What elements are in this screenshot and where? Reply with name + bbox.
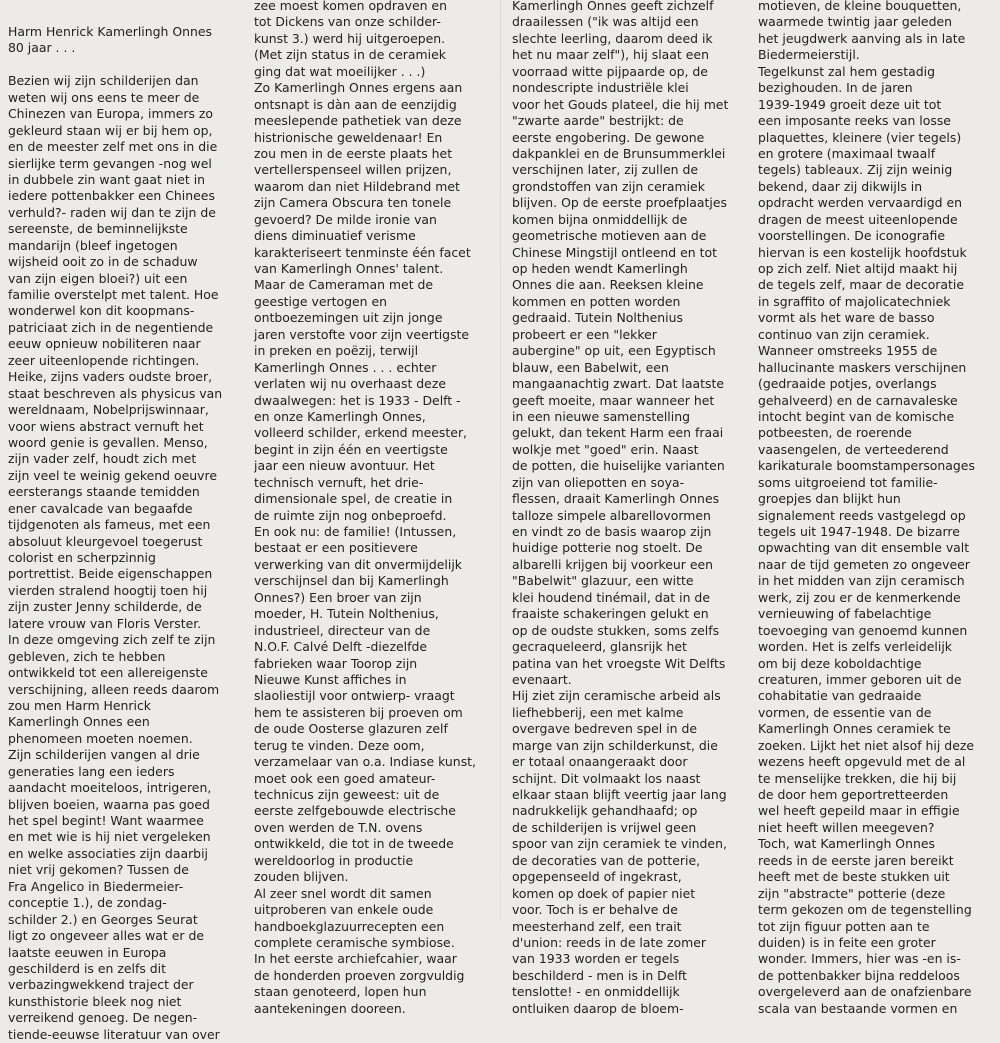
text-line: voor wiens abstract vernuft het xyxy=(8,418,204,434)
text-line: kunst 3.) werd hij uitgeroepen. xyxy=(254,30,446,46)
text-line: wereldoorlog in productie xyxy=(254,852,414,868)
text-line: begint in zijn één en veertigste xyxy=(254,441,448,457)
text-line: dakpanklei en de Brunsummerklei xyxy=(512,145,726,161)
text-line: geschilderd is en zelfs dit xyxy=(8,960,167,976)
text-line: en vindt zo de basis waarop zijn xyxy=(512,524,712,539)
text-line: ligt zo ongeveer alles wat er de xyxy=(8,928,205,944)
text-line: aandacht moeiteloos, intrigeren, xyxy=(8,780,212,796)
text-line: beschilderd - men is in Delft xyxy=(512,967,687,983)
text-line: mangaanachtig zwart. Dat laatste xyxy=(512,376,724,392)
text-line: op de oudste stukken, soms zelfs xyxy=(512,622,720,638)
text-line: verschijnen later, zij zullen de xyxy=(512,162,698,178)
text-line: en welke associaties zijn daarbij xyxy=(8,845,208,861)
text-line: gedraaid. Tutein Nolthenius xyxy=(512,310,683,326)
text-line: ontluiken daarop de bloem- xyxy=(512,1000,684,1016)
text-line: gekleurd staan wij er bij hem op, xyxy=(8,122,213,138)
text-line: wel heeft gepeild maar in effigie xyxy=(758,803,960,819)
text-line: zou men in de eerste plaats het xyxy=(254,145,453,161)
text-line: probeert er een "lekker xyxy=(512,326,657,342)
text-line: naar de tijd gemeten zo ongeveer xyxy=(758,556,970,572)
text-line: volleerd schilder, erkend meester, xyxy=(254,425,468,441)
text-line: tot zijn figuur potten aan te xyxy=(758,918,930,934)
text-line: Kamerlingh Onnes ceramiek te xyxy=(758,721,951,737)
text-line: zijn zuster Jenny schilderde, de xyxy=(8,599,202,615)
text-line: voorraad witte pijpaarde op, de xyxy=(512,63,708,79)
text-line: talloze simpele albarellovormen xyxy=(512,507,711,523)
text-line: op heden wendt Kamerlingh xyxy=(512,261,688,276)
text-line: motieven, de kleine bouquetten, xyxy=(758,0,962,13)
text-line: evenaart. xyxy=(512,671,572,687)
text-line: blauw, een Babelwit, een xyxy=(512,359,669,375)
text-line: zoeken. Lijkt het niet alsof hij deze xyxy=(758,737,975,753)
text-line: (Met zijn status in de ceramiek xyxy=(254,47,446,63)
text-line: in een nieuwe samenstelling xyxy=(512,408,690,424)
text-line: Wanneer omstreeks 1955 de xyxy=(758,343,938,359)
text-line: Tegelkunst zal hem gestadig xyxy=(758,63,935,79)
text-line: karikaturale boomstampersonages xyxy=(758,458,975,474)
text-line: de pottenbakker bijna reddeloos xyxy=(758,967,960,983)
text-line: aantekeningen dooreen. xyxy=(254,1000,406,1016)
text-line: tijdgenoten als fameus, met een xyxy=(8,517,211,533)
text-line: in preken en poëzij, terwijl xyxy=(254,343,419,359)
text-line: de decoraties van de potterie, xyxy=(512,852,701,868)
text-line: dwaalwegen: het is 1933 - Delft - xyxy=(254,392,461,408)
text-line: het spel begint! Want waarmee xyxy=(8,813,204,828)
text-line: in dubbele zin want gaat niet in xyxy=(8,171,206,187)
column-4-text xyxy=(758,0,992,1017)
title-line: Harm Henrick Kamerlingh Onnes xyxy=(8,24,213,39)
text-line: zijn vader zelf, houdt zich met xyxy=(8,451,197,467)
text-line: Chinezen van Europa, immers zo xyxy=(8,106,214,122)
text-line: de honderden proeven zorgvuldig xyxy=(254,967,465,983)
text-line: Chinese Mingstijl ontleend en tot xyxy=(512,244,717,260)
text-line: gebleven, zich te hebben xyxy=(8,648,166,664)
text-line: complete ceramische symbiose. xyxy=(254,934,455,950)
text-line: opdracht werden vervaardigd en xyxy=(758,195,963,211)
text-line: terug te vinden. Deze oom, xyxy=(254,737,425,753)
text-line: fabrieken waar Toorop zijn xyxy=(254,655,418,671)
article-title xyxy=(8,24,242,57)
text-line: vernieuwing of fabelachtige xyxy=(758,606,932,622)
text-line: toevoeging van genoemd kunnen xyxy=(758,622,968,638)
text-line: verreikend genoeg. De negen- xyxy=(8,1010,198,1026)
text-line: flessen, draait Kamerlingh Onnes xyxy=(512,491,720,507)
text-line: 1939-1949 groeit deze uit tot xyxy=(758,96,942,112)
text-line: werk, zij zou er de kenmerkende xyxy=(758,589,961,605)
text-line: Kamerlingh Onnes geeft zichzelf xyxy=(512,0,714,13)
text-line: N.O.F. Calvé Delft -diezelfde xyxy=(254,639,428,655)
text-line: bestaat er een positievere xyxy=(254,540,418,556)
text-line: meeslepende pathetiek van deze xyxy=(254,113,462,129)
text-line: uitproberen van enkele oude xyxy=(254,902,434,918)
text-line: tot Dickens van onze schilder- xyxy=(254,14,441,30)
text-line: er totaal onaangeraakt door xyxy=(512,754,688,770)
column-2 xyxy=(254,0,488,1017)
text-line: ontwikkeld, die tot in de tweede xyxy=(254,836,454,852)
text-line: elkaar staan blijft veertig jaar lang xyxy=(512,787,727,802)
text-line: wijsheid ooit zo in de schaduw xyxy=(8,254,198,270)
text-line: scala van bestaande vormen en xyxy=(758,1000,958,1016)
text-line: familie overstelpt met talent. Hoe xyxy=(8,287,219,302)
text-line: hallucinante maskers verschijnen xyxy=(758,359,967,375)
text-line: en onze Kamerlingh Onnes, xyxy=(254,408,426,424)
text-line: opwachting van dit ensemble valt xyxy=(758,540,970,556)
text-line: klei houdend tinémail, dat in de xyxy=(512,589,710,605)
text-line: en grotere (maximaal twaalf xyxy=(758,145,936,161)
text-line: fraaiste schakeringen gelukt en xyxy=(512,606,709,622)
text-line: generaties lang een ieders xyxy=(8,763,175,779)
text-line: patina van het vroegste Wit Delfts xyxy=(512,655,726,671)
text-line: een imposante reeks van losse xyxy=(758,113,951,129)
text-line: vormt als het ware de basso xyxy=(758,310,935,326)
text-line: eersterangs staande temidden xyxy=(8,484,200,500)
text-line: voor. Toch is er behalve de xyxy=(512,902,678,918)
text-line: Kamerlingh Onnes een xyxy=(8,714,150,730)
text-line: laatste eeuwen in Europa xyxy=(8,944,167,960)
text-line: waarmede twintig jaar geleden xyxy=(758,14,952,30)
text-line: komen bijna onmiddellijk de xyxy=(512,211,688,227)
text-line: vormen, de essentie van de xyxy=(758,704,932,720)
text-line: "Babelwit" glazuur, een witte xyxy=(512,573,694,589)
text-line: schilder 2.) en Georges Seurat xyxy=(8,911,198,927)
text-line: diens diminuatief verisme xyxy=(254,228,416,244)
text-line: aubergine" op uit, een Egyptisch xyxy=(512,343,716,359)
text-line: geometrische motieven aan de xyxy=(512,228,707,244)
text-line: duiden) is in feite een groter xyxy=(758,934,936,950)
text-line: sereenste, de beminnelijkste xyxy=(8,221,188,237)
text-line: voorstellingen. De iconografie xyxy=(758,228,945,244)
text-line: de tegels zelf, maar de decoratie xyxy=(758,277,965,293)
text-line: zee moest komen opdraven en xyxy=(254,0,447,13)
text-line: zijn Camera Obscura ten tonele xyxy=(254,195,452,211)
text-line: verwerking van dit onvermijdelijk xyxy=(254,556,462,572)
text-line: hiervan is een kostelijk hoofdstuk xyxy=(758,244,967,260)
text-line: op zich zelf. Niet altijd maakt hij xyxy=(758,261,958,276)
text-line: komen op doek of papier niet xyxy=(512,885,696,901)
text-line: waarom dan niet Hildebrand met xyxy=(254,178,460,194)
text-line: "zwarte aarde" bestrijkt: de xyxy=(512,113,684,129)
text-line: blijven boeien, waarna pas goed xyxy=(8,796,210,812)
text-line: d'union: reeds in de late zomer xyxy=(512,934,707,950)
text-line: vertellerspenseel willen prijzen, xyxy=(254,162,452,178)
column-1-text xyxy=(8,73,242,1043)
text-line: kommen en potten worden xyxy=(512,293,681,309)
text-line: ener cavalcade van begaafde xyxy=(8,500,193,516)
text-line: niet heeft willen meegeven? xyxy=(758,819,935,835)
text-line: zijn veel te weinig gekend oeuvre xyxy=(8,467,217,483)
text-line: histrionische geweldenaar! En xyxy=(254,129,443,145)
column-1 xyxy=(8,24,242,1043)
text-line: verhuld?- raden wij dan te zijn de xyxy=(8,204,216,220)
text-line: te menselijke trekken, die hij bij xyxy=(758,770,957,786)
text-line: gecraqueleerd, glansrijk het xyxy=(512,639,687,655)
text-line: signalement reeds vastgelegd op xyxy=(758,507,966,523)
text-line: moet ook een goed amateur- xyxy=(254,770,436,786)
text-line: patriciaat zich in de negentiende xyxy=(8,319,214,335)
text-line: de door hem geportretteerden xyxy=(758,787,949,802)
text-line: weten wij ons eens te meer de xyxy=(8,89,200,105)
text-line: Al zeer snel wordt dit samen xyxy=(254,885,432,901)
text-line: latere vrouw van Floris Verster. xyxy=(8,615,202,631)
text-line: draailessen ("ik was altijd een xyxy=(512,14,699,30)
text-line: voor het Gouds plateel, die hij met xyxy=(512,96,729,112)
text-line: Maar de Cameraman met de xyxy=(254,277,434,293)
text-line: gelukt, dan tekent Harm een fraai xyxy=(512,425,724,441)
text-line: Zo Kamerlingh Onnes ergens aan xyxy=(254,80,463,96)
text-line: intocht begint van de komische xyxy=(758,408,955,424)
text-line: zijn "abstracte" potterie (deze xyxy=(758,885,946,901)
text-line: gehalveerd) en de carnavaleske xyxy=(758,392,958,408)
text-line: Kamerlingh Onnes . . . echter xyxy=(254,359,437,375)
text-line: grondstoffen van zijn ceramiek xyxy=(512,178,705,194)
text-line: nondescripte industriële klei xyxy=(512,80,689,96)
center-fold xyxy=(500,0,501,921)
text-line: tenslotte! - en onmiddellijk xyxy=(512,984,680,1000)
text-line: huidige potterie nog stoelt. De xyxy=(512,540,703,556)
text-line: ontboezemingen uit zijn jonge xyxy=(254,310,443,326)
text-line: tegels uit 1947-1948. De bizarre xyxy=(758,524,960,539)
text-line: liefhebberij, een met kalme xyxy=(512,704,684,720)
text-line: staat beschreven als physicus van xyxy=(8,385,223,401)
text-line: verzamelaar van o.a. Indiase kunst, xyxy=(254,754,477,770)
column-2-text xyxy=(254,0,488,1017)
text-line: absoluut kleurgevoel toegerust xyxy=(8,533,203,549)
text-line: en met wie is hij niet vergeleken xyxy=(8,829,211,845)
text-line: jaar een nieuw avontuur. Het xyxy=(254,458,435,474)
text-line: hem te assisteren bij proeven om xyxy=(254,704,463,720)
text-line: de schilderijen is vrijwel geen xyxy=(512,819,697,835)
text-line: ontsnapt is dàn aan de eenzijdig xyxy=(254,96,457,112)
text-line: bezighouden. In de jaren xyxy=(758,80,913,96)
text-line: vierden stralend hoogtij toen hij xyxy=(8,582,208,598)
text-line: potbeesten, de roerende xyxy=(758,425,912,441)
text-line: technicus zijn geweest: uit de xyxy=(254,787,440,802)
text-line: geestige vertogen en xyxy=(254,293,388,309)
text-line: kunsthistorie bleek nog niet xyxy=(8,993,182,1009)
text-line: albarelli krijgen bij voorkeur een xyxy=(512,556,714,572)
text-line: Biedermeierstijl. xyxy=(758,47,860,63)
text-line: portrettist. Beide eigenschappen xyxy=(8,566,213,582)
text-line: de ruimte zijn nog onbeproefd. xyxy=(254,507,447,523)
text-line: creaturen, immer geboren uit de xyxy=(758,671,962,687)
text-line: overgeleverd aan de onafzienbare xyxy=(758,984,972,1000)
text-line: conceptie 1.), de zondag- xyxy=(8,895,167,911)
text-line: zou men Harm Henrick xyxy=(8,697,152,713)
column-3-text xyxy=(512,0,746,1017)
text-line: handboekglazuurrecepten een xyxy=(254,918,445,934)
text-line: moeder, H. Tutein Nolthenius, xyxy=(254,606,439,622)
text-line: (gedraaide potjes, overlangs xyxy=(758,376,937,392)
text-line: van Kamerlingh Onnes' talent. xyxy=(254,261,444,276)
text-line: zeer uiteenlopende richtingen. xyxy=(8,352,200,368)
text-line: niet vrij gekomen? Tussen de xyxy=(8,862,189,878)
column-3 xyxy=(512,0,746,1017)
text-line: dragen de meest uiteenlopende xyxy=(758,211,958,227)
text-line: In deze omgeving zich zelf te zijn xyxy=(8,632,216,648)
text-line: verbazingwekkend traject der xyxy=(8,977,194,993)
text-line: de oude Oosterse glazuren zelf xyxy=(254,721,448,737)
text-line: gevoerd? De milde ironie van xyxy=(254,211,437,227)
text-line: cohabitatie van gedraaide xyxy=(758,688,922,704)
text-line: nadrukkelijk gehandhaafd; op xyxy=(512,803,698,819)
text-line: slechte leerling, daarom deed ik xyxy=(512,30,713,46)
text-line: sierlijke term gevangen -nog wel xyxy=(8,155,212,171)
text-line: wonderwel kon dit koopmans- xyxy=(8,303,195,319)
text-line: schijnt. Dit volmaakt los naast xyxy=(512,770,701,786)
text-line: oven werden de T.N. ovens xyxy=(254,819,423,835)
text-line: jaren verstofte voor zijn veertigste xyxy=(254,326,470,342)
text-line: geeft moeite, maar wanneer het xyxy=(512,392,715,408)
text-line: en de meester zelf met ons in die xyxy=(8,139,218,155)
text-line: heeft met de beste stukken uit xyxy=(758,869,950,885)
text-line: bekend, daar zij dikwijls in xyxy=(758,178,923,194)
text-line: Zijn schilderijen vangen al drie xyxy=(8,747,200,763)
text-line: mandarijn (bleef ingetogen xyxy=(8,237,178,253)
text-line: het jeugdwerk aanving als in late xyxy=(758,30,966,46)
text-line: term gekozen om de tegenstelling xyxy=(758,902,972,918)
text-line: eerste zelfgebouwde electrische xyxy=(254,803,456,819)
text-line: En ook nu: de familie! (Intussen, xyxy=(254,524,457,539)
text-line: van zijn eigen bloei?) uit een xyxy=(8,270,188,286)
text-line: om bij deze koboldachtige xyxy=(758,655,922,671)
text-line: het nu maar zelf"), hij slaat een xyxy=(512,47,709,63)
text-line: reeds in de eerste jaren bereikt xyxy=(758,852,954,868)
text-line: groepjes dan blijkt hun xyxy=(758,491,901,507)
text-line: industrieel, directeur van de xyxy=(254,622,431,638)
text-line: soms uitgroeiend tot familie- xyxy=(758,474,938,490)
text-line: Nieuwe Kunst affiches in xyxy=(254,671,407,687)
text-line: verschijnsel dan bij Kamerlingh xyxy=(254,573,449,589)
text-line: meesterhand zelf, een trait xyxy=(512,918,682,934)
text-line: vaasengelen, de verteederend xyxy=(758,441,949,457)
text-line: Fra Angelico in Biedermeier- xyxy=(8,878,184,894)
text-line: Onnes?) Een broer van zijn xyxy=(254,589,422,605)
text-line: wezens heeft opgevuld met de al xyxy=(758,754,966,770)
text-line: verschijning, alleen reeds daarom xyxy=(8,681,220,697)
text-line: slaoliestijl voor ontwierp- vraagt xyxy=(254,688,455,704)
text-line: van 1933 worden er tegels xyxy=(512,951,680,967)
text-line: Hij ziet zijn ceramische arbeid als xyxy=(512,688,721,704)
text-line: de potten, die huiselijke varianten xyxy=(512,458,725,474)
text-line: colorist en scherpzinnig xyxy=(8,550,156,565)
text-line: Bezien wij zijn schilderijen dan xyxy=(8,73,199,89)
text-line: zouden blijven. xyxy=(254,869,349,885)
text-line: karakteriseert tenminste één facet xyxy=(254,244,471,260)
text-line: overgave bedreven spel in de xyxy=(512,721,698,737)
text-line: wonder. Immers, hier was -en is- xyxy=(758,951,961,967)
text-line: Heike, zijns vaders oudste broer, xyxy=(8,369,213,385)
text-line: worden. Het is zelfs verleidelijk xyxy=(758,639,952,655)
text-line: marge van zijn schilderkunst, die xyxy=(512,737,718,753)
text-line: eeuw opnieuw nobiliteren naar xyxy=(8,336,201,352)
text-line: in het midden van zijn ceramisch xyxy=(758,573,965,589)
text-line: zijn van oliepotten en soya- xyxy=(512,474,685,490)
text-line: wereldnaam, Nobelprijswinnaar, xyxy=(8,402,209,418)
text-line: spoor van zijn ceramiek te vinden, xyxy=(512,836,727,852)
text-line: ging dat wat moeilijker . . .) xyxy=(254,63,426,79)
text-line: plaquettes, kleinere (vier tegels) xyxy=(758,129,962,145)
text-line: dimensionale spel, de creatie in xyxy=(254,491,453,507)
column-4 xyxy=(758,0,992,1017)
text-line: technisch vernuft, het drie- xyxy=(254,474,424,490)
text-line: ontwikkeld tot een allereigenste xyxy=(8,665,208,681)
text-line: verlaten wij nu overhaast deze xyxy=(254,376,447,392)
text-line: Onnes die aan. Reeksen kleine xyxy=(512,277,704,293)
text-line: phenomeen moeten noemen. xyxy=(8,730,193,746)
text-line: In het eerste archiefcahier, waar xyxy=(254,951,457,967)
text-line: in sgraffito of majolicatechniek xyxy=(758,293,951,309)
text-line: tegels) tableaux. Zij zijn weinig xyxy=(758,162,953,178)
title-line: 80 jaar . . . xyxy=(8,40,76,56)
text-line: tiende-eeuwse literatuur van over xyxy=(8,1026,220,1042)
text-line: Toch, wat Kamerlingh Onnes xyxy=(758,836,935,852)
text-line: woord genie is gevallen. Menso, xyxy=(8,434,208,450)
text-line: staan genoteerd, lopen hun xyxy=(254,984,427,1000)
text-line: wolkje met "goed" erin. Naast xyxy=(512,441,699,457)
text-line: eerste engobering. De gewone xyxy=(512,129,705,145)
text-line: continuo van zijn ceramiek. xyxy=(758,326,930,342)
text-line: iedere pottenbakker een Chinees xyxy=(8,188,215,204)
text-line: blijven. Op de eerste proefplaatjes xyxy=(512,195,728,211)
text-line: opgepenseeld of ingekrast, xyxy=(512,869,682,885)
